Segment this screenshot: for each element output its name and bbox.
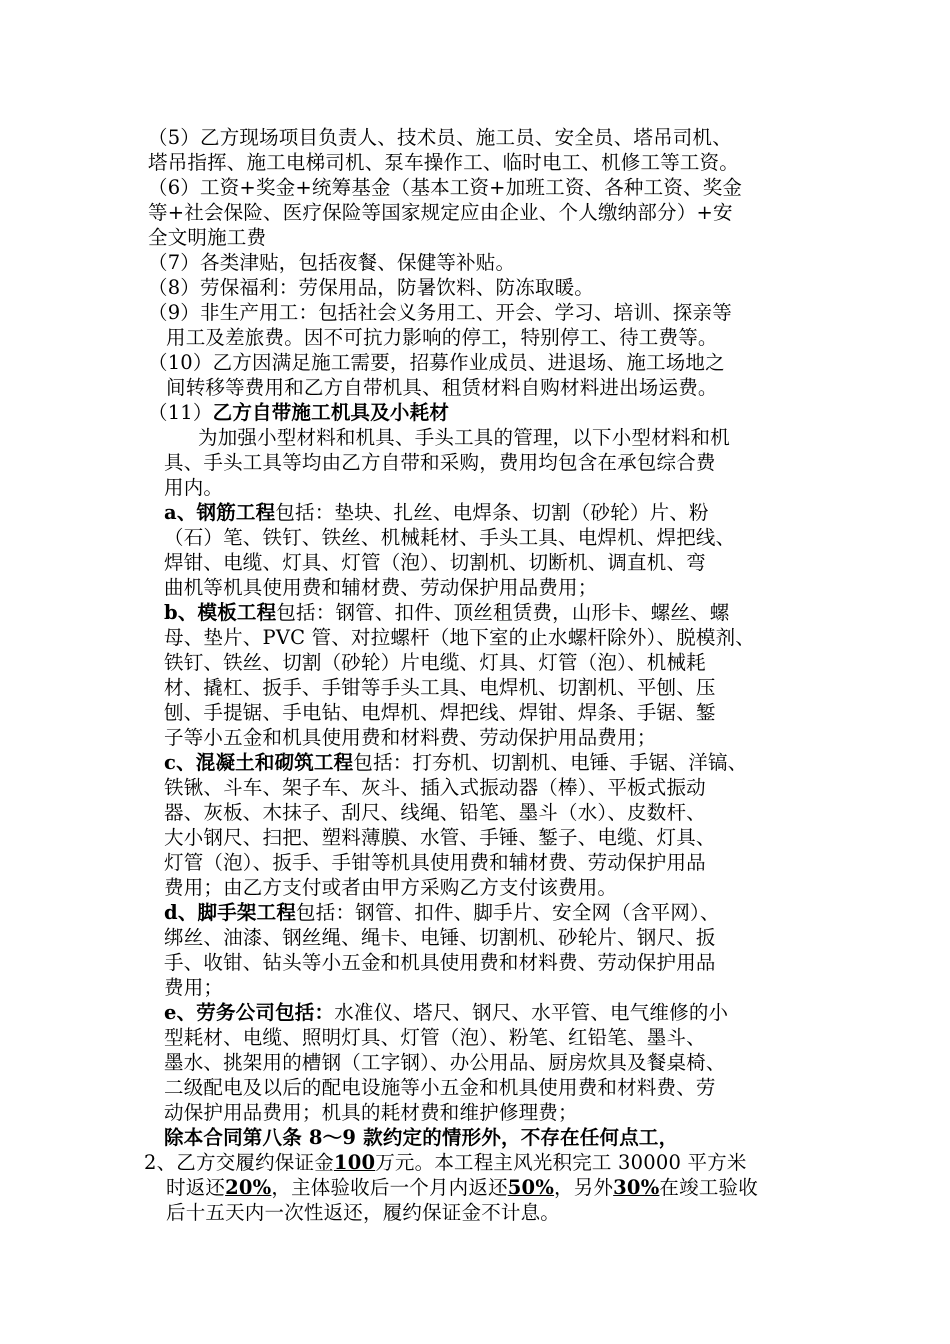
section-2-line-1 <box>144 1151 747 1175</box>
item-9-line-1: （9）非生产用工：包括社会义务用工、开会、学习、培训、探亲等 <box>148 301 732 324</box>
item-11-intro-line-2: 具、手头工具等均由乙方自带和采购，费用均包含在承包综合费 <box>164 451 716 474</box>
item-11-heading <box>148 401 449 425</box>
subitem-e-text: 水准仪、塔尺、钢尺、水平管、电气维修的小 <box>334 1001 729 1024</box>
section-2-text: 万元。本工程主风光积完工 30000 平方米 <box>375 1151 747 1174</box>
return-percent-1: 20% <box>225 1176 272 1199</box>
return-percent-2: 50% <box>507 1176 555 1199</box>
item-6-line-1: （6）工资+奖金+统筹基金（基本工资+加班工资、各种工资、奖金 <box>148 176 743 199</box>
item-11-title: 乙方自带施工机具及小耗材 <box>212 401 450 424</box>
subitem-a-text: 包括：垫块、扎丝、电焊条、切割（砂轮）片、粉 <box>275 501 709 524</box>
subitem-b-line-3: 铁钉、铁丝、切割（砂轮）片电缆、灯具、灯管（泡）、机械耗 <box>164 651 706 674</box>
subitem-c-line-6: 费用；由乙方支付或者由甲方采购乙方支付该费用。 <box>164 876 618 899</box>
closing-statement: 除本合同第八条 8～9 款约定的情形外，不存在任何点工， <box>164 1126 679 1149</box>
item-5-line-1: （5）乙方现场项目负责人、技术员、施工员、安全员、塔吊司机、 <box>148 126 732 149</box>
subitem-d-line-3: 手、收钳、钻头等小五金和机具使用费和材料费、劳动保护用品 <box>164 951 716 974</box>
item-8: （8）劳保福利：劳保用品，防暑饮料、防冻取暖。 <box>148 276 595 299</box>
subitem-e-line-1 <box>164 1001 728 1025</box>
subitem-b-line-4: 材、撬杠、扳手、手钳等手头工具、电焊机、切割机、平刨、压 <box>164 676 716 699</box>
subitem-d-line-1 <box>164 901 720 925</box>
subitem-e-head: e、劳务公司包括： <box>164 1001 335 1024</box>
subitem-b-line-6: 子等小五金和机具使用费和材料费、劳动保护用品费用； <box>164 726 657 749</box>
subitem-c-line-5: 灯管（泡）、扳手、手钳等机具使用费和辅材费、劳动保护用品 <box>164 851 706 874</box>
subitem-b-line-1 <box>164 601 729 625</box>
item-5-line-2: 塔吊指挥、施工电梯司机、泵车操作工、临时电工、机修工等工资。 <box>148 151 740 174</box>
item-7: （7）各类津贴，包括夜餐、保健等补贴。 <box>148 251 516 274</box>
item-9-line-2: 用工及差旅费。因不可抗力影响的停工，特别停工、待工费等。 <box>166 326 718 349</box>
subitem-a-line-1 <box>164 501 709 525</box>
subitem-d-line-4: 费用； <box>164 976 224 999</box>
subitem-c-head: c、混凝土和砌筑工程 <box>164 751 354 774</box>
subitem-b-text: 包括：钢管、扣件、顶丝租赁费，山形卡、螺丝、螺 <box>276 601 730 624</box>
section-2-intro: 2、乙方交履约保证金 <box>144 1151 334 1174</box>
subitem-e-line-3: 墨水、挑架用的槽钢（工字钢）、办公用品、厨房炊具及餐桌椅、 <box>164 1051 726 1074</box>
item-6-line-3: 全文明施工费 <box>148 226 267 249</box>
subitem-e-line-4: 二级配电及以后的配电设施等小五金和机具使用费和材料费、劳 <box>164 1076 716 1099</box>
section-2-line-3: 后十五天内一次性返还，履约保证金不计息。 <box>166 1201 561 1224</box>
section-2-return-text-2: ，主体验收后一个月内返还 <box>271 1176 508 1199</box>
subitem-c-line-1 <box>164 751 747 775</box>
subitem-c-text: 包括：打夯机、切割机、电锤、手锯、洋镐、 <box>353 751 748 774</box>
item-6-line-2: 等+社会保险、医疗保险等国家规定应由企业、个人缴纳部分）+安 <box>148 201 733 224</box>
subitem-c-line-4: 大小钢尺、扫把、塑料薄膜、水管、手锤、錾子、电缆、灯具、 <box>164 826 716 849</box>
subitem-d-head: d、脚手架工程 <box>164 901 297 924</box>
item-10-line-1: （10）乙方因满足施工需要，招募作业成员、进退场、施工场地之 <box>148 351 725 374</box>
subitem-a-head: a、钢筋工程 <box>164 501 276 524</box>
subitem-d-text: 包括：钢管、扣件、脚手片、安全网（含平网）、 <box>296 901 720 924</box>
item-10-line-2: 间转移等费用和乙方自带机具、租赁材料自购材料进出场运费。 <box>166 376 718 399</box>
subitem-e-line-2: 型耗材、电缆、照明灯具、灯管（泡）、粉笔、红铅笔、墨斗、 <box>164 1026 706 1049</box>
subitem-b-line-2: 母、垫片、PVC 管、对拉螺杆（地下室的止水螺杆除外）、脱模剂、 <box>164 626 755 649</box>
subitem-c-line-3: 器、灰板、木抹子、刮尺、线绳、铅笔、墨斗（水）、皮数杆、 <box>164 801 706 824</box>
subitem-a-line-3: 焊钳、电缆、灯具、灯管（泡）、切割机、切断机、调直机、弯 <box>164 551 706 574</box>
subitem-b-line-5: 刨、手提锯、手电钻、电焊机、焊把线、焊钳、焊条、手锯、錾 <box>164 701 716 724</box>
subitem-e-line-5: 动保护用品费用；机具的耗材费和维护修理费； <box>164 1101 578 1124</box>
subitem-b-head: b、模板工程 <box>164 601 277 624</box>
item-11-label: （11） <box>148 401 213 424</box>
item-11-intro-line-3: 用内。 <box>164 476 224 499</box>
subitem-a-line-2: （石）笔、铁钉、铁丝、机械耗材、手头工具、电焊机、焊把线、 <box>164 526 736 549</box>
section-2-line-2 <box>166 1176 758 1200</box>
subitem-a-line-4: 曲机等机具使用费和辅材费、劳动保护用品费用； <box>164 576 598 599</box>
section-2-return-text-3: ，另外 <box>554 1176 614 1199</box>
section-2-return-text: 时返还 <box>166 1176 226 1199</box>
subitem-d-line-2: 绑丝、油漆、钢丝绳、绳卡、电锤、切割机、砂轮片、钢尺、扳 <box>164 926 716 949</box>
deposit-amount: 100 <box>333 1151 376 1174</box>
item-11-intro-line-1: 为加强小型材料和机具、手头工具的管理，以下小型材料和机 <box>198 426 730 449</box>
subitem-c-line-2: 铁锹、斗车、架子车、灰斗、插入式振动器（棒）、平板式振动 <box>164 776 706 799</box>
return-percent-3: 30% <box>613 1176 660 1199</box>
section-2-return-text-4: 在竣工验收 <box>659 1176 758 1199</box>
